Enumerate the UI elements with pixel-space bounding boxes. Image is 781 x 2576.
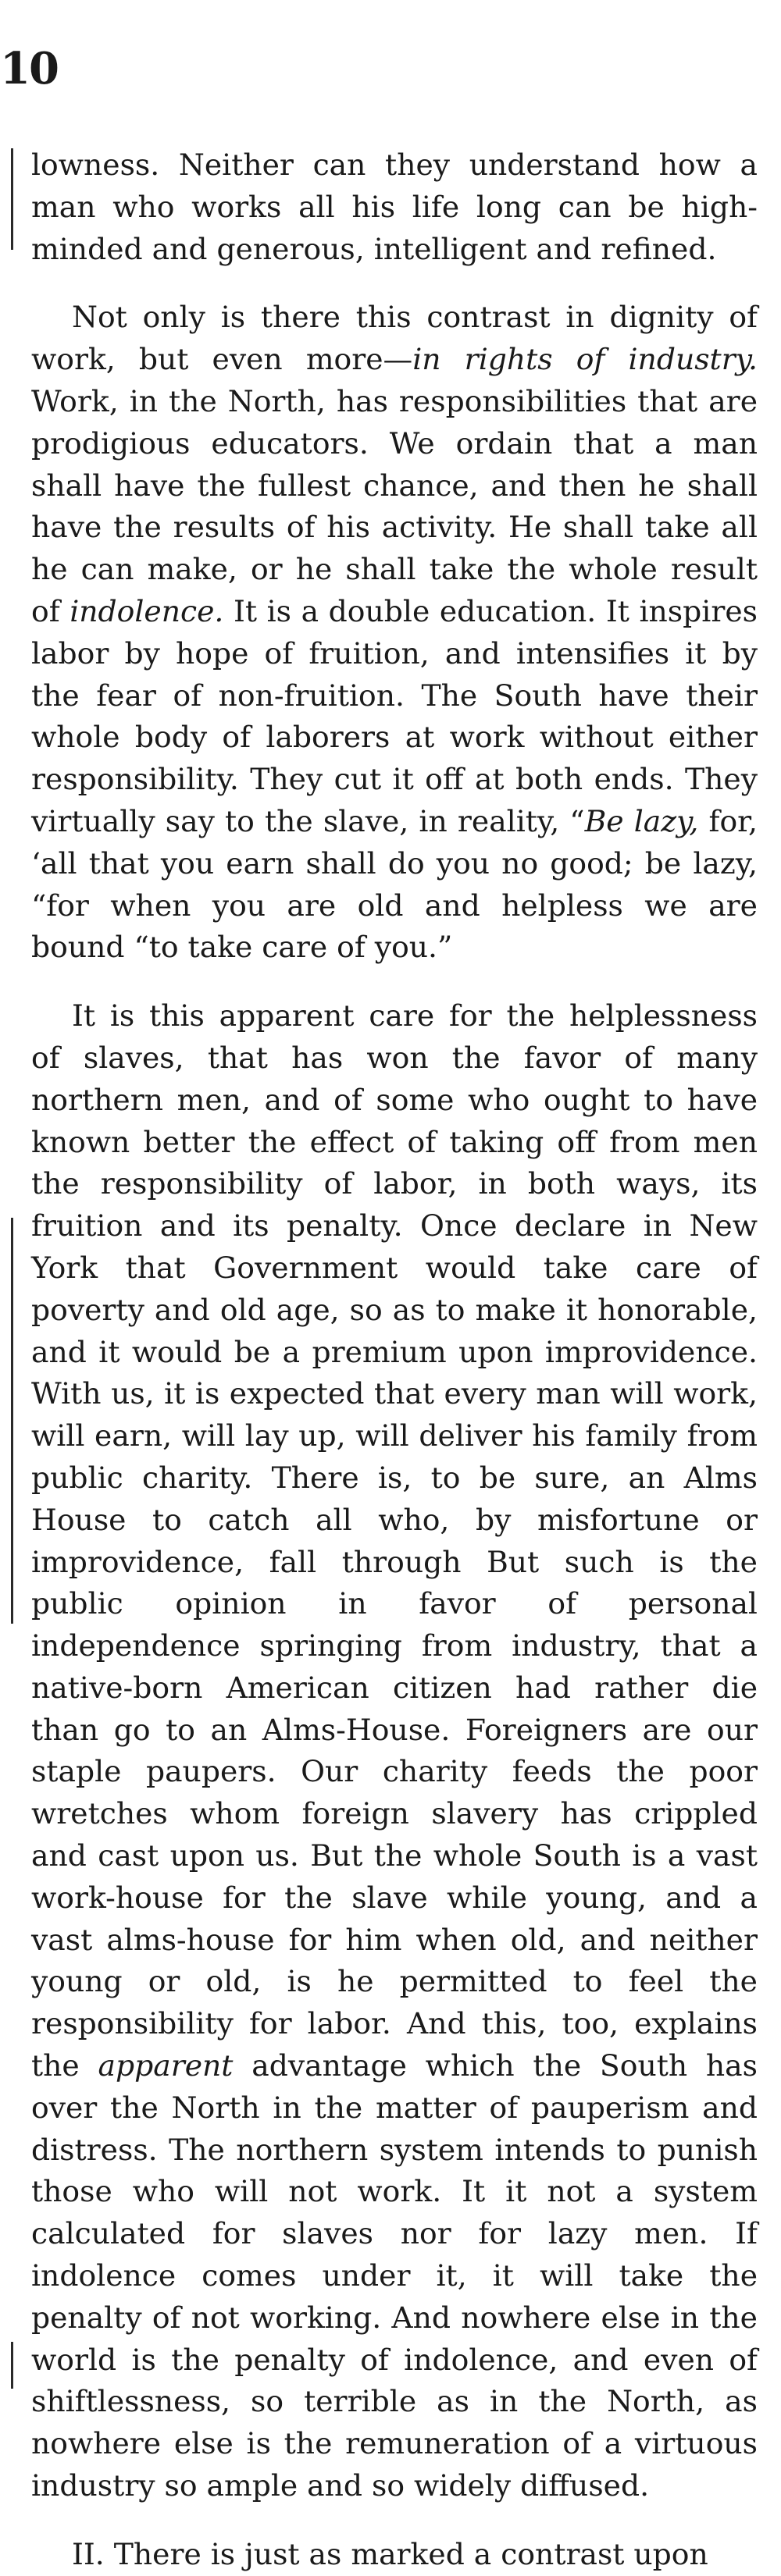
text-segment: advantage which the South has over the North in the matter of pauperism and distress. The northern system intends to punish those who will not work. It it not a system calculated for slaves nor for lazy men. If indolence comes under it, it will take the penalty of not working. And nowhere else in the world is the penalty of indolence, and even of shiftlessness, so terrible as in the North, as nowhere else is the remuneration of a virtuous industry so ample and so widely diffused. bbox=[31, 2048, 758, 2503]
italic-text-segment: indolence. bbox=[70, 593, 224, 628]
italic-text-segment: apparent bbox=[98, 2048, 234, 2083]
italic-text-segment: Be lazy, bbox=[584, 803, 699, 838]
margin-rule bbox=[11, 2342, 13, 2389]
text-column bbox=[31, 144, 758, 2576]
text-segment: Work, in the North, has responsibilities that are prodigious educators. We ordain that a man shall have the fullest chance, and then he shall have the results of his activity. He shall take all he can make, or he shall take the whole result of bbox=[31, 383, 758, 628]
page-number: 10 bbox=[0, 43, 58, 94]
text-segment: for, ‘all that you earn shall do you no good; be lazy, “for when you are old and helpless we are bound “to take care of you.” bbox=[31, 803, 758, 965]
italic-text-segment: in rights of industry. bbox=[412, 342, 758, 377]
text-segment: Not only is there this contrast in dignity of work, but even more— bbox=[31, 300, 758, 377]
text-segment: It is this apparent care for the helplessness of slaves, that has won the favor of many northern men, and of some who ought to have known better the effect of taking off from men the responsibility of labor, in both ways, its fruition and its penalty. Once declare in New York that Government would take care of poverty and old age, so as to make it honorable, and it would be a premium upon improvidence. With us, it is expected that every man will work, will earn, will lay up, will deliver his family from public charity. There is, to be sure, an Alms House to catch all who, by misfortune or improvidence, fall through But such is the public opinion in favor of personal independence springing from industry, that a native-born American citizen had rather die than go to an Alms-House. Foreigners are our staple paupers. Our charity feeds the poor wretches whom foreign slavery has crippled and cast upon us. But the whole South is a vast work-house for the slave while young, and a vast alms-house for him when old, and neither young or old, is he permitted to feel the responsibility for labor. And this, too, explains the bbox=[31, 998, 758, 2083]
margin-rule bbox=[11, 148, 13, 250]
paragraph bbox=[31, 2534, 758, 2576]
paragraph bbox=[31, 995, 758, 2507]
text-segment: lowness. Neither can they understand how a man who works all his life long can be high-minded and generous, intelligent and refined. bbox=[31, 148, 758, 266]
paragraph bbox=[31, 297, 758, 969]
text-segment: II. There is just as marked a contrast upon bbox=[72, 2536, 708, 2571]
margin-rule bbox=[11, 1218, 13, 1624]
text-segment: It is a double education. It inspires labor by hope of fruition, and intensifies it by the fear of non-fruition. The South have their whole body of laborers at work without either responsibility. They cut it off at both ends. They virtually say to the slave, in reality, “ bbox=[31, 593, 758, 838]
paragraph bbox=[31, 144, 758, 270]
